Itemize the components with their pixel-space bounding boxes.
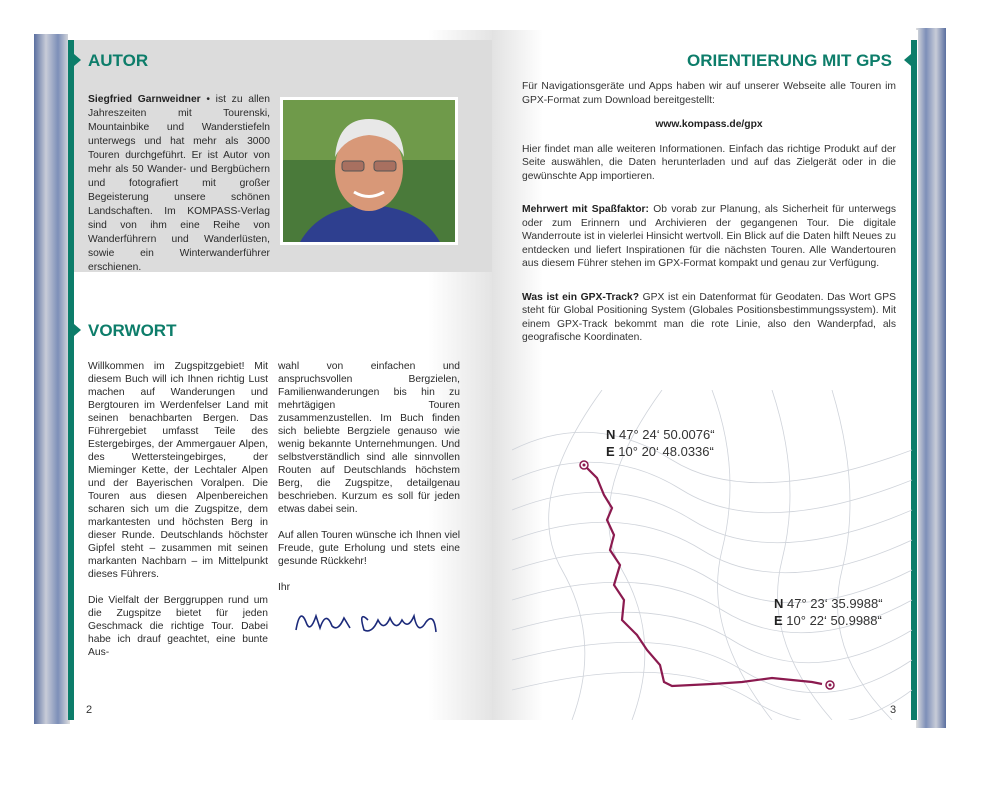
book-edge-left — [34, 34, 70, 724]
end-coordinates — [774, 595, 883, 629]
author-heading: AUTOR — [88, 51, 149, 70]
author-bio — [88, 93, 270, 275]
e-label: E — [606, 444, 615, 459]
gps-info: Hier findet man alle weiteren Informationen. Einfach das richtige Produkt auf der Seite auswählen, die Daten herunterladen und auf das Zielgerät oder in die gewünschte App importieren. — [522, 143, 896, 182]
n-label: N — [606, 427, 616, 442]
gpx-url-link[interactable]: www.kompass.de/gpx — [655, 119, 763, 130]
end-lat: 47° 23‘ 35.9988“ — [787, 596, 883, 611]
author-portrait-image — [280, 97, 458, 245]
gps-fun-paragraph — [522, 203, 896, 271]
gps-intro: Für Navigationsgeräte und Apps haben wir auf unserer Webseite alle Touren im GPX-Format zum Download bereitgestellt: — [522, 81, 896, 106]
right-page — [492, 30, 918, 720]
n-label: N — [774, 596, 784, 611]
gps-text-block — [522, 80, 896, 356]
signature-image — [288, 602, 448, 642]
gpx-route-line — [584, 465, 822, 686]
heading-marker-icon — [904, 54, 911, 66]
page-number: 2 — [86, 704, 93, 716]
end-lon: 10° 22‘ 50.9988“ — [786, 613, 882, 628]
gpx-track-paragraph — [522, 291, 896, 345]
heading-marker-icon — [74, 324, 81, 336]
author-bio-text: • ist zu allen Jahreszeiten mit Tourenski, Mountainbike und Wanderstiefeln unterwegs und hat mehr als 3000 Touren durchgeführt. Er ist Autor von mehr als 50 Wander- und Bergbüchern und fotografiert mit großer Begeisterung unsere schönen Landschaften. Im KOMPASS-Verlag sind von ihm eine Reihe von Wanderführern und Wanderlüsten, sowie ein Winterwanderführer erschienen. — [88, 94, 270, 273]
author-name: Siegfried Garnweidner — [88, 94, 201, 105]
left-page — [68, 30, 492, 720]
foreword-column-2: wahl von einfachen und anspruchsvollen Bergzielen, Familienwanderungen bis hin zu mehrtägigen Touren zusammenzustellen. Im Buch finden sich beliebte Bergziele genauso wie wenig bekannte Unternehmungen. Und selbstverständlich sind alle sinnvollen Routen auf Deutschlands höchstem Berg, die Zugspitze, detailgenau beschrieben. Kurzum es soll für jeden etwas dabei sein. Auf allen Touren wünsche ich Ihnen viel Freude, gute Erholung und stets eine gesunde Rückkehr! Ihr — [278, 361, 460, 593]
gpx-text: GPX ist ein Datenformat für Geodaten. Das Wort GPS steht für Global Positioning System (Globales Positionsbestimmungssystem). Mit einem GPX-Track bekommt man die rote Linie, also den Wanderpfad, als geografische Koordinaten. — [522, 291, 897, 343]
start-lon: 10° 20‘ 48.0336“ — [618, 444, 714, 459]
heading-marker-icon — [74, 54, 81, 66]
gpx-url[interactable] — [522, 118, 896, 132]
start-coordinates — [606, 426, 715, 460]
fun-lead: Mehrwert mit Spaßfaktor: — [522, 204, 649, 215]
gps-heading: ORIENTIERUNG MIT GPS — [687, 51, 892, 70]
accent-stripe — [68, 40, 74, 720]
book-edge-right — [916, 28, 946, 728]
fun-text: Ob vorab zur Planung, als Sicherheit für unterwegs oder zum Erinnern und Archivieren der gegangenen Tour. Die digitale Wanderroute ist in vielerlei Hinsicht wertvoll. Ein Blick auf die Daten hilft Neues zu entdecken und liefert Inspirationen für die nächsten Touren. Alle Wandertouren aus diesem Führer stehen im GPX-Format kompakt und genau zur Verfügung. — [522, 204, 897, 269]
foreword-heading: VORWORT — [88, 321, 177, 340]
foreword-column-1: Willkommen im Zugspitzgebiet! Mit diesem Buch will ich Ihnen richtig Lust machen auf Wanderungen und Bergtouren im Werdenfelser Land mit seinen benachbarten Bergen. Das Führergebiet umfasst Teile des Estergebirges, der Ammergauer Alpen, des Wettersteingebirges, der Mieminger Kette, der Lechtaler Alpen und der Bayerischen Voralpen. Die Touren aus diesen Alpenbereichen scharen sich um die Zugspitze, dem markantesten und höchsten Berg in dieser Runde. Deutschlands höchster Gipfel steht – zusammen mit seinen markanten Nachbarn – im Mittelpunkt dieses Führers. Die Vielfalt der Berggruppen rund um die Zugspitze bietet für jeden Geschmack die richtige Tour. Dabei habe ich drauf geachtet, eine bunte Aus- — [88, 361, 268, 658]
author-photo — [280, 97, 458, 245]
gpx-lead: Was ist ein GPX-Track? — [522, 291, 640, 303]
page-number: 3 — [890, 704, 897, 716]
start-lat: 47° 24‘ 50.0076“ — [619, 427, 715, 442]
e-label: E — [774, 613, 783, 628]
